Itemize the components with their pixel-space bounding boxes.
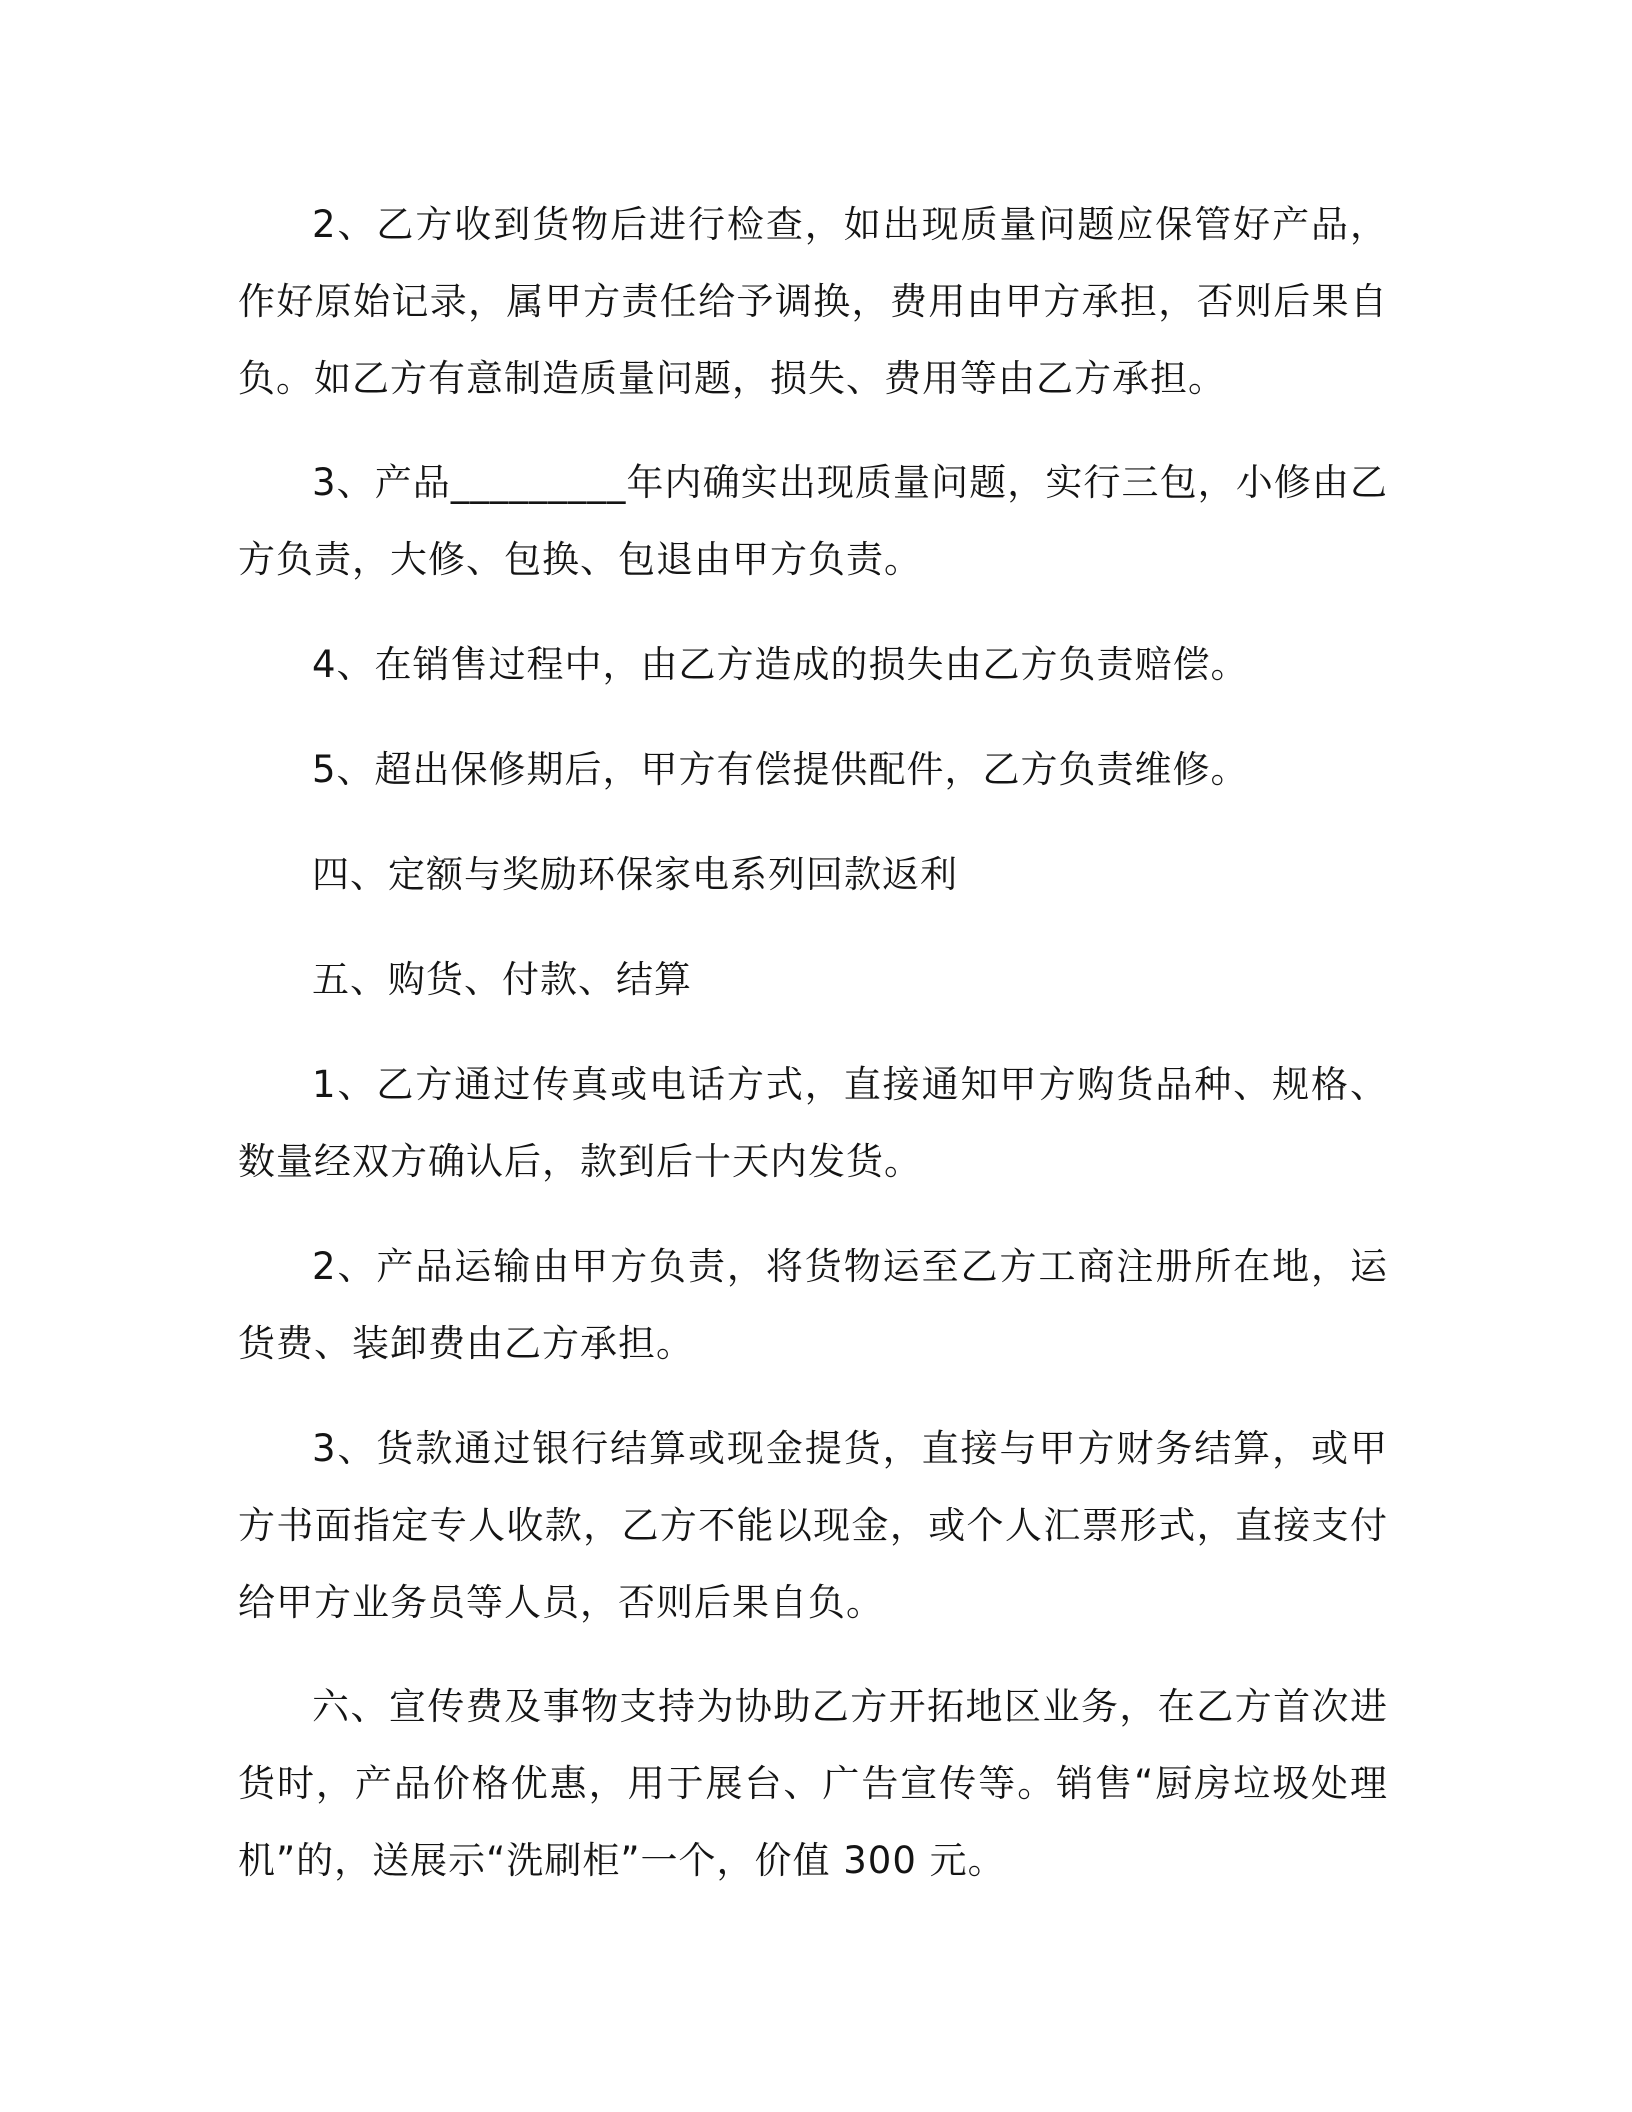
clause-4-sales-loss: 4、在销售过程中，由乙方造成的损失由乙方负责赔偿。: [312, 643, 1249, 686]
clause-2-transport: 2、产品运输由甲方负责，将货物运至乙方工商注册所在地，运货费、装卸费由乙方承担。: [238, 1245, 1388, 1365]
clause-5-after-warranty: 5、超出保修期后，甲方有偿提供配件，乙方负责维修。: [312, 748, 1249, 791]
section-6-promotion: 六、宣传费及事物支持为协助乙方开拓地区业务，在乙方首次进货时，产品价格优惠，用于展台、广告宣传等。销售“厨房垃圾处理机”的，送展示“洗刷柜”一个，价值 300 元。: [238, 1685, 1388, 1882]
clause-3-warranty: 3、产品_________年内确实出现质量问题，实行三包，小修由乙方负责，大修、包换、包退由甲方负责。: [238, 461, 1388, 581]
clause-1-ordering: 1、乙方通过传真或电话方式，直接通知甲方购货品种、规格、数量经双方确认后，款到后十天内发货。: [238, 1063, 1388, 1183]
clause-3-payment: 3、货款通过银行结算或现金提货，直接与甲方财务结算，或甲方书面指定专人收款，乙方不能以现金，或个人汇票形式，直接支付给甲方业务员等人员，否则后果自负。: [238, 1427, 1388, 1624]
section-4-heading: 四、定额与奖励环保家电系列回款返利: [312, 853, 958, 896]
clause-2-quality-inspection: 2、乙方收到货物后进行检查，如出现质量问题应保管好产品，作好原始记录，属甲方责任给予调换，费用由甲方承担，否则后果自负。如乙方有意制造质量问题，损失、费用等由乙方承担。: [238, 203, 1388, 400]
section-5-heading: 五、购货、付款、结算: [312, 958, 692, 1001]
